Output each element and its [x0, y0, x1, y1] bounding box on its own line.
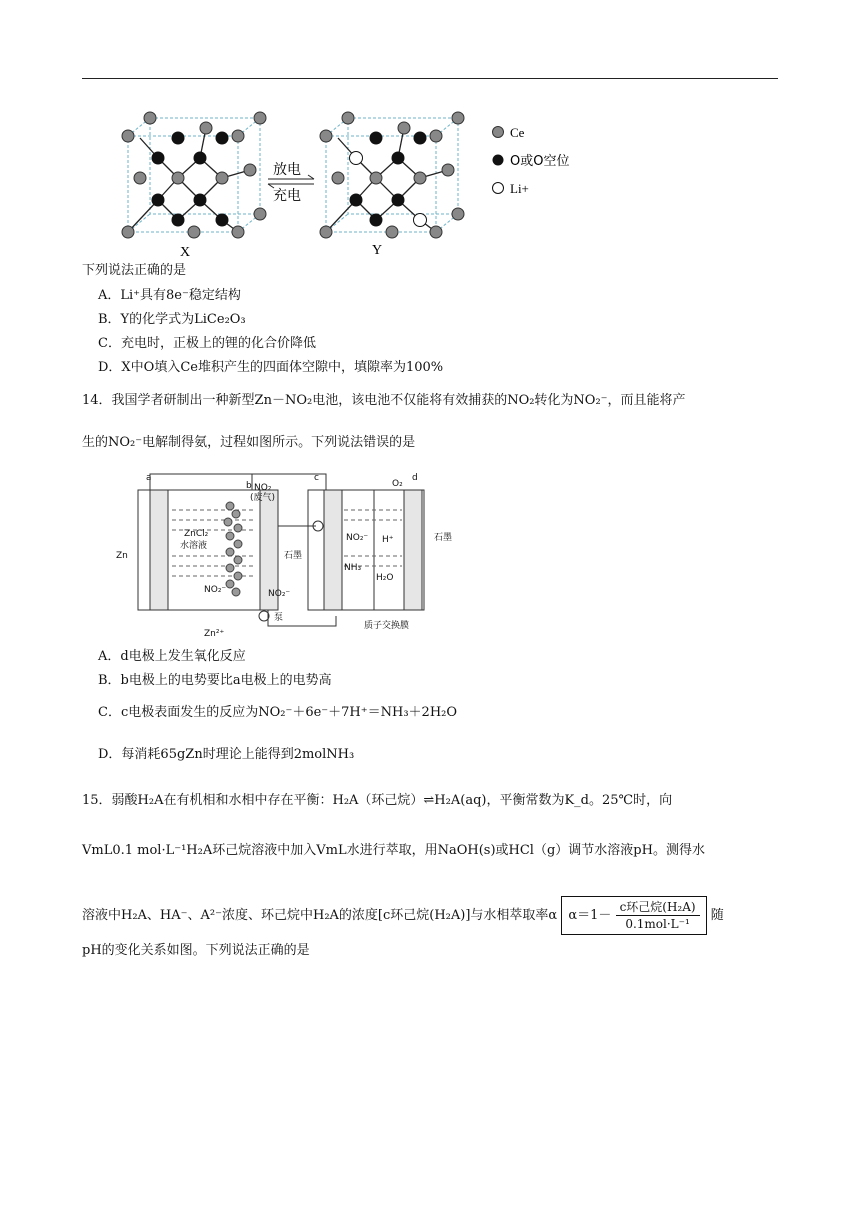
ce-legend-icon: [493, 127, 504, 138]
svg-text:b: b: [246, 481, 252, 491]
svg-text:泵: 泵: [274, 613, 284, 623]
svg-text:水溶液: 水溶液: [180, 541, 208, 551]
svg-text:H⁺: H⁺: [382, 535, 394, 545]
svg-text:ZnCl₂: ZnCl₂: [184, 529, 209, 539]
svg-text:Zn: Zn: [116, 551, 128, 561]
label-y: Y: [372, 243, 383, 258]
svg-text:(废气): (废气): [250, 493, 276, 503]
q13-option-a: A．Li⁺具有8e⁻稳定结构: [98, 288, 241, 303]
extraction-rate-formula: α＝1－ $\frac{\text{c环己烷(H₂A)}}{\text{0.1mol·L⁻¹}}$: [561, 896, 706, 935]
svg-text:NO₂⁻: NO₂⁻: [346, 533, 369, 543]
q13-option-c: C．充电时，正极上的锂的化合价降低: [98, 336, 316, 351]
q14-option-b: B．b电极上的电势要比a电极上的电势高: [98, 673, 332, 688]
svg-text:NH₃: NH₃: [344, 563, 362, 573]
structure-x-bonds: [128, 128, 250, 232]
q14-option-d: D．每消耗65gZn时理论上能得到2molNH₃: [98, 747, 355, 762]
arrow-charge-label: 充电: [273, 188, 301, 204]
q14-option-a: A．d电极上发生氧化反应: [98, 649, 246, 664]
q13-option-d: D．X中O填入Ce堆积产生的四面体空隙中，填隙率为100%: [98, 360, 444, 375]
q15-line3-text: 溶液中H₂A、HA⁻、A²⁻浓度、环己烷中H₂A的浓度[c环己烷(H₂A)]与水相萃取率α: [82, 908, 558, 923]
crystal-structure-figure: [110, 108, 630, 260]
svg-text:O或O空位: O或O空位: [510, 154, 570, 169]
q14-line2: 生的NO₂⁻电解制得氨，过程如图所示。下列说法错误的是: [82, 435, 416, 450]
q14-line1: 14．我国学者研制出一种新型Zn－NO₂电池，该电池不仅能将有效捕获的NO₂转化为NO₂⁻，而且能将产: [82, 393, 686, 408]
svg-text:NO₂: NO₂: [254, 483, 272, 493]
q13-stem: 下列说法正确的是: [82, 263, 187, 278]
q13-option-b: B．Y的化学式为LiCe₂O₃: [98, 312, 246, 327]
svg-text:H₂O: H₂O: [376, 573, 394, 583]
o-legend-icon: [493, 155, 504, 166]
header-rule: [82, 78, 778, 79]
svg-text:c: c: [314, 473, 319, 483]
q15-line4: pH的变化关系如图。下列说法正确的是: [82, 943, 310, 958]
svg-text:质子交换膜: 质子交换膜: [364, 621, 410, 631]
li-legend-icon: [493, 183, 504, 194]
svg-text:Li+: Li+: [510, 181, 529, 196]
q15-line3: 溶液中H₂A、HA⁻、A²⁻浓度、环己烷中H₂A的浓度[c环己烷(H₂A)]与水相萃取率α α＝1－ $\frac{\text{c环己烷(H₂A)}}{\text{0.1mol·L⁻¹}}$ 随: [82, 896, 724, 935]
svg-text:Ce: Ce: [510, 125, 525, 140]
arrow-discharge-label: 放电: [273, 162, 301, 178]
q15-line1: 15．弱酸H₂A在有机相和水相中存在平衡：H₂A（环己烷）⇌H₂A(aq)，平衡常数为K_d。25℃时，向: [82, 793, 673, 808]
svg-text:石墨: 石墨: [284, 551, 303, 561]
svg-text:a: a: [146, 473, 152, 483]
svg-text:d: d: [412, 473, 418, 483]
svg-text:Zn²⁺: Zn²⁺: [204, 629, 225, 638]
svg-text:NO₂⁻: NO₂⁻: [204, 585, 227, 595]
svg-text:石墨: 石墨: [434, 533, 453, 543]
zn-no2-cell-figure: [112, 466, 480, 638]
q15-line2: VmL0.1 mol·L⁻¹H₂A环己烷溶液中加入VmL水进行萃取，用NaOH(s)或HCl（g）调节水溶液pH。测得水: [82, 843, 705, 858]
q14-option-c: C．c电极表面发生的反应为NO₂⁻＋6e⁻＋7H⁺＝NH₃＋2H₂O: [98, 705, 458, 720]
figure1-legend: [493, 125, 570, 196]
svg-text:O₂: O₂: [392, 479, 403, 489]
label-x: X: [180, 245, 191, 260]
svg-text:NO₂⁻: NO₂⁻: [268, 589, 291, 599]
